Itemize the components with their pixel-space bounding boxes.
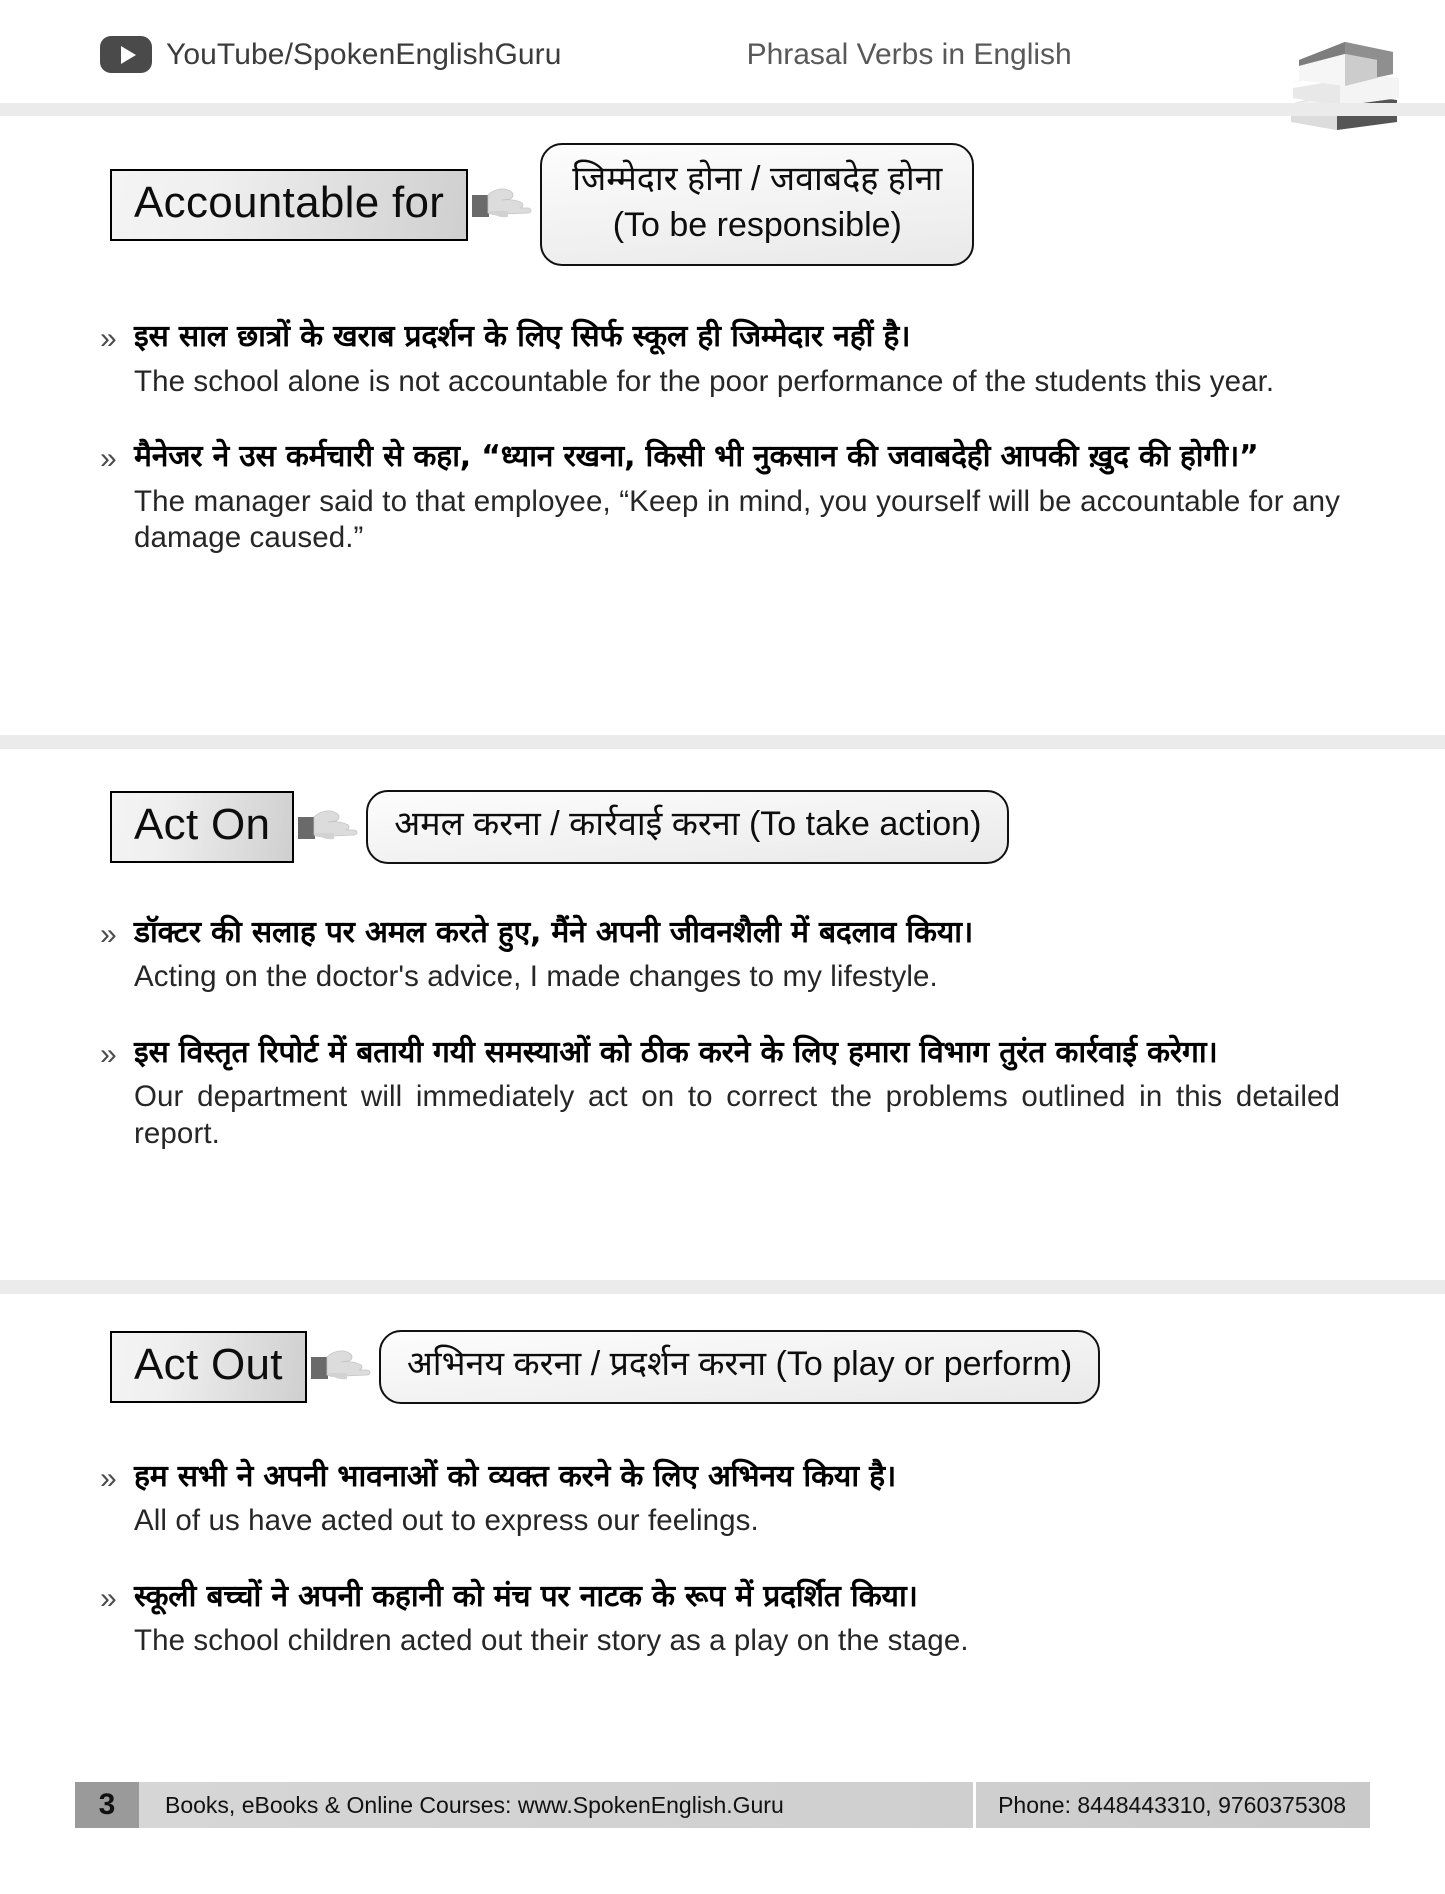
example-hindi: इस साल छात्रों के खराब प्रदर्शन के लिए सिर्फ स्कूल ही जिम्मेदार नहीं है। <box>134 319 911 355</box>
double-chevron-icon: » <box>100 322 117 356</box>
youtube-channel-label: YouTube/SpokenEnglishGuru <box>166 37 562 71</box>
example-item <box>100 316 1340 400</box>
examples-list <box>0 316 1445 557</box>
phrasal-verb-section-act-out <box>0 1330 1445 1660</box>
page-title: Phrasal Verbs in English <box>746 37 1072 71</box>
double-chevron-icon: » <box>100 917 117 951</box>
meaning-box <box>540 143 974 266</box>
pointing-hand-icon <box>298 805 360 849</box>
example-hindi: हम सभी ने अपनी भावनाओं को व्यक्त करने के लिए अभिनय किया है। <box>134 1458 897 1494</box>
stacked-books-icon <box>1285 30 1403 132</box>
header-separator-band <box>0 103 1445 116</box>
example-hindi: मैनेजर ने उस कर्मचारी से कहा, “ध्यान रखना, किसी भी नुकसान की जवाबदेही आपकी ख़ुद की होगी।” <box>134 439 1259 475</box>
example-item <box>100 1032 1340 1153</box>
meaning-hindi: अमल करना / कार्रवाई करना (To take action) <box>394 805 982 843</box>
section-header-row <box>0 143 1445 266</box>
examples-list <box>0 1456 1445 1660</box>
section-header-row <box>0 1330 1445 1404</box>
section-header-row <box>0 790 1445 864</box>
section-separator-band-2 <box>0 1280 1445 1294</box>
footer-courses-text: Books, eBooks & Online Courses: www.SpokenEnglish.Guru <box>139 1782 973 1828</box>
pointing-hand-icon <box>311 1345 373 1389</box>
example-english: All of us have acted out to express our feelings. <box>134 1504 759 1538</box>
examples-list <box>0 912 1445 1153</box>
double-chevron-icon: » <box>100 1461 117 1495</box>
meaning-box <box>366 790 1009 864</box>
footer-phone-text: Phone: 8448443310, 9760375308 <box>973 1782 1370 1828</box>
example-item <box>100 912 1340 996</box>
double-chevron-icon: » <box>100 1581 117 1615</box>
example-item <box>100 436 1340 557</box>
page-header <box>0 0 1445 105</box>
phrasal-verb-title: Act Out <box>110 1331 307 1403</box>
example-item <box>100 1576 1340 1660</box>
meaning-hindi: जिम्मेदार होना / जवाबदेह होना <box>572 160 943 198</box>
page-number-badge: 3 <box>75 1782 139 1828</box>
meaning-english: (To be responsible) <box>612 205 902 244</box>
phrasal-verb-section-accountable-for <box>0 143 1445 557</box>
youtube-play-icon <box>100 36 152 73</box>
example-item <box>100 1456 1340 1540</box>
example-hindi: डॉक्टर की सलाह पर अमल करते हुए, मैंने अपनी जीवनशैली में बदलाव किया। <box>134 914 974 950</box>
pointing-hand-icon <box>472 183 534 227</box>
double-chevron-icon: » <box>100 442 117 476</box>
example-english: The school alone is not accountable for the poor performance of the students this year. <box>134 364 1275 398</box>
example-hindi: स्कूली बच्चों ने अपनी कहानी को मंच पर नाटक के रूप में प्रदर्शित किया। <box>134 1578 918 1614</box>
section-separator-band-1 <box>0 735 1445 749</box>
meaning-hindi: अभिनय करना / प्रदर्शन करना (To play or perform) <box>406 1345 1073 1383</box>
phrasal-verb-section-act-on <box>0 790 1445 1152</box>
example-hindi: इस विस्तृत रिपोर्ट में बतायी गयी समस्याओं को ठीक करने के लिए हमारा विभाग तुरंत कार्रवाई करेगा। <box>134 1034 1218 1070</box>
phrasal-verb-title: Act On <box>110 791 294 863</box>
example-english: Acting on the doctor's advice, I made changes to my lifestyle. <box>134 960 938 994</box>
page-footer <box>75 1782 1370 1828</box>
meaning-box <box>379 1330 1100 1404</box>
double-chevron-icon: » <box>100 1037 117 1071</box>
example-english: Our department will immediately act on to correct the problems outlined in this detailed report. <box>134 1080 1340 1150</box>
example-english: The manager said to that employee, “Keep in mind, you yourself will be accountable for any damage caused.” <box>134 484 1340 555</box>
example-english: The school children acted out their story as a play on the stage. <box>134 1624 969 1658</box>
phrasal-verb-title: Accountable for <box>110 169 468 241</box>
